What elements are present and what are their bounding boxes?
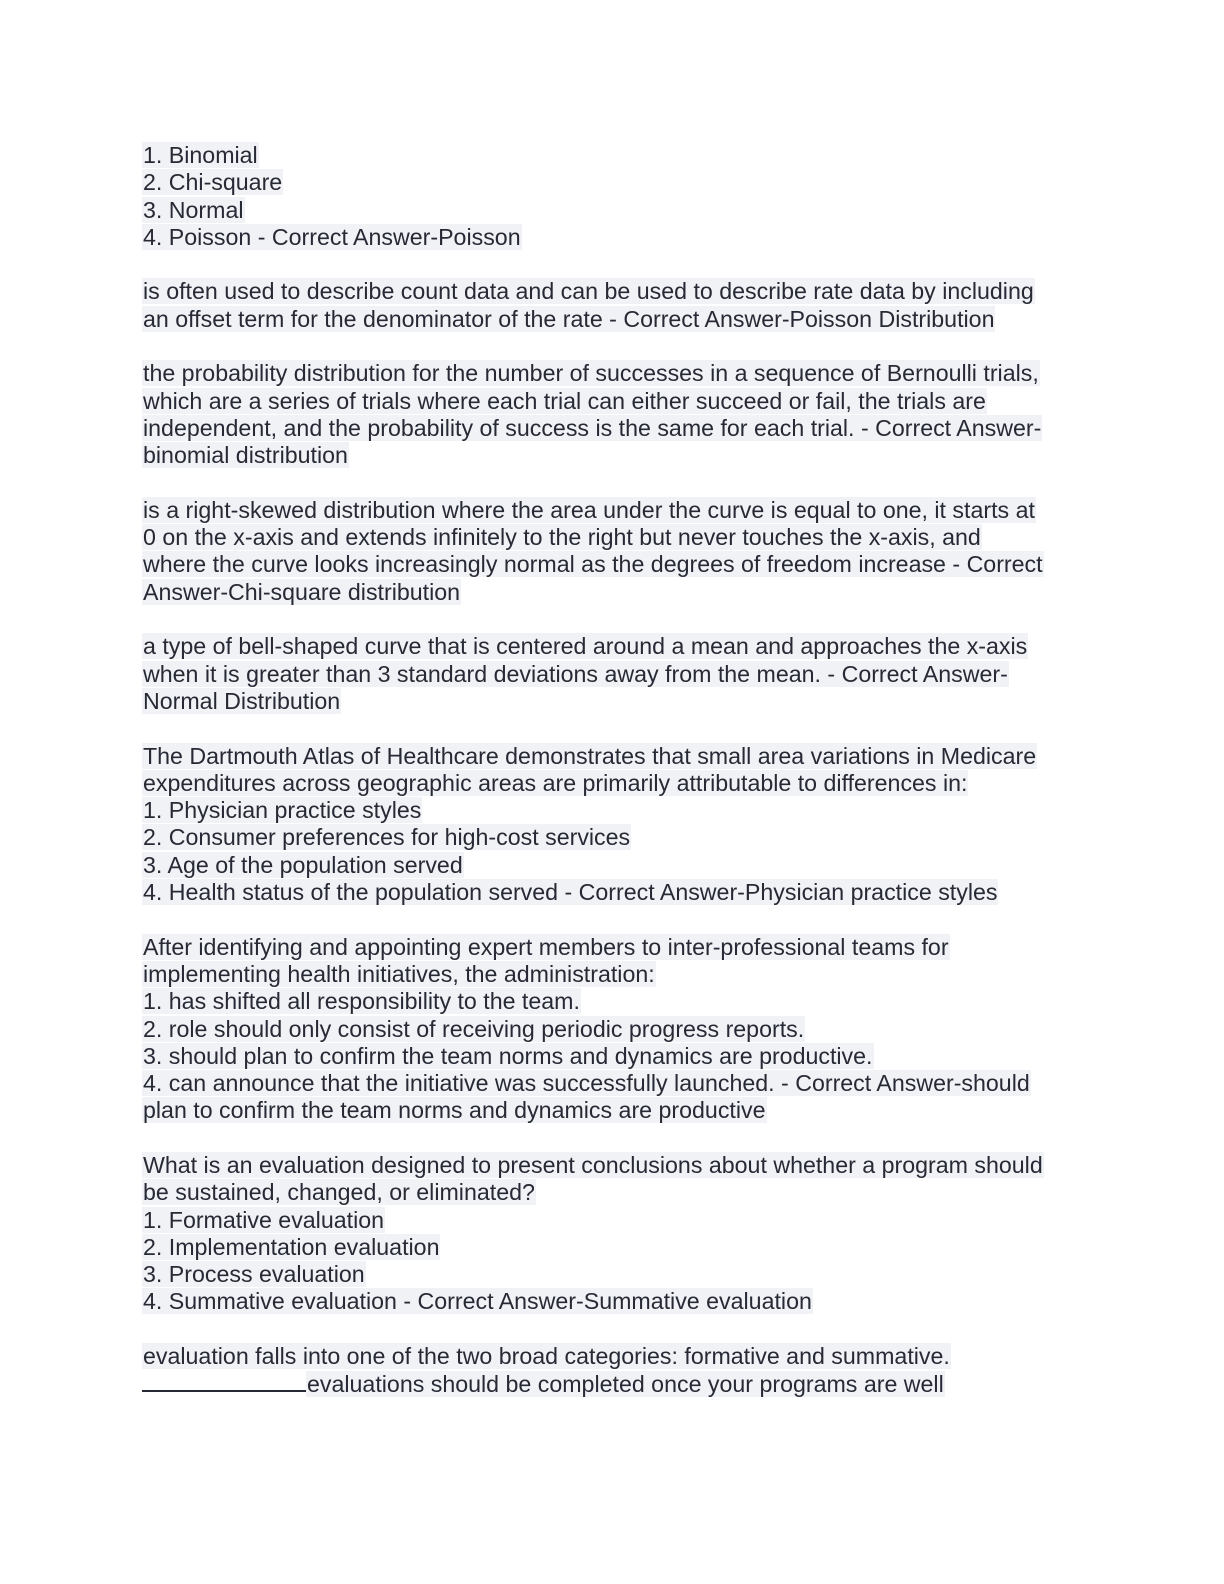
text-line: [142, 879, 1082, 906]
text-line-content: 2. role should only consist of receiving periodic progress reports.: [143, 1015, 805, 1042]
text-line: [142, 388, 1082, 415]
text-line-content: when it is greater than 3 standard deviations away from the mean. - Correct Answer-: [143, 660, 1008, 687]
text-line-content: 4. Health status of the population served - Correct Answer-Physician practice styles: [143, 879, 998, 906]
text-line: [142, 688, 1082, 715]
text-line-content: Answer-Chi-square distribution: [143, 578, 461, 605]
text-line-content: The Dartmouth Atlas of Healthcare demonstrates that small area variations in Medicare: [143, 742, 1037, 769]
text-line-content: independent, and the probability of success is the same for each trial. - Correct Answer-: [143, 414, 1042, 441]
text-line: [142, 743, 1082, 770]
text-line-content: plan to confirm the team norms and dynamics are productive: [143, 1097, 766, 1124]
text-line-content: 1. Formative evaluation: [143, 1206, 385, 1233]
text-line-content: 3. Age of the population served: [143, 851, 463, 878]
text-line: [142, 661, 1082, 688]
text-line: [142, 934, 1082, 961]
text-line-content: After identifying and appointing expert members to inter-professional teams for: [143, 933, 949, 960]
text-line: [142, 852, 1082, 879]
text-line: [142, 961, 1082, 988]
text-line-content: 2. Chi-square: [143, 169, 283, 196]
text-line: [142, 1152, 1082, 1179]
text-line: [142, 824, 1082, 851]
text-line-content: is a right-skewed distribution where the area under the curve is equal to one, it starts at: [143, 496, 1035, 523]
text-line-content: be sustained, changed, or eliminated?: [143, 1179, 535, 1206]
text-line: [142, 579, 1082, 606]
text-line: [142, 224, 1082, 251]
text-line: [142, 306, 1082, 333]
text-line: [142, 497, 1082, 524]
qa-block: [142, 142, 1082, 251]
text-line: [142, 988, 1082, 1015]
text-line-content: a type of bell-shaped curve that is centered around a mean and approaches the x-axis: [143, 633, 1028, 660]
qa-block: [142, 360, 1082, 469]
text-line-content: 3. should plan to confirm the team norms and dynamics are productive.: [143, 1042, 873, 1069]
text-line: [142, 1261, 1082, 1288]
qa-block: [142, 278, 1082, 333]
text-line: [142, 770, 1082, 797]
text-line: [142, 633, 1082, 660]
text-line: [142, 415, 1082, 442]
text-line-content: 0 on the x-axis and extends infinitely to the right but never touches the x-axis, and: [143, 524, 981, 551]
text-line-content: 4. Poisson - Correct Answer-Poisson: [143, 223, 521, 250]
qa-block-fill-in: [142, 1343, 1082, 1399]
text-line-content: is often used to describe count data and can be used to describe rate data by including: [143, 278, 1034, 305]
text-line: [142, 797, 1082, 824]
text-line-content: Normal Distribution: [143, 687, 341, 714]
text-line: [142, 360, 1082, 387]
text-line-content: 3. Normal: [143, 196, 244, 223]
text-line: [142, 442, 1082, 469]
text-line-content: evaluations should be completed once your programs are well: [307, 1371, 944, 1398]
text-line-content: 1. Physician practice styles: [143, 797, 422, 824]
text-line: [142, 278, 1082, 305]
text-line-content: 4. Summative evaluation - Correct Answer-Summative evaluation: [143, 1288, 812, 1315]
text-line: [142, 1207, 1082, 1234]
text-line: [142, 1097, 1082, 1124]
text-line-content: evaluation falls into one of the two broad categories: formative and summative.: [143, 1343, 950, 1370]
text-line: [142, 551, 1082, 578]
document-page: [142, 142, 1082, 1426]
text-line-content: the probability distribution for the number of successes in a sequence of Bernoulli trials,: [143, 360, 1039, 387]
text-line: [142, 197, 1082, 224]
text-line: [142, 1288, 1082, 1315]
text-line-content: 1. Binomial: [143, 142, 258, 168]
text-line-content: 3. Process evaluation: [143, 1261, 365, 1288]
text-line-content: 1. has shifted all responsibility to the team.: [143, 988, 580, 1015]
qa-block: [142, 497, 1082, 606]
text-line: [142, 1016, 1082, 1043]
text-line-content: which are a series of trials where each trial can either succeed or fail, the trials are: [143, 387, 986, 414]
text-line: [142, 1234, 1082, 1261]
qa-block: [142, 743, 1082, 907]
text-line: [142, 1070, 1082, 1097]
text-line-content: where the curve looks increasingly normal as the degrees of freedom increase - Correct: [143, 551, 1043, 578]
text-line: [142, 169, 1082, 196]
text-line: [142, 1179, 1082, 1206]
text-line-with-blank: [142, 1370, 1082, 1398]
text-line-content: 2. Consumer preferences for high-cost services: [143, 824, 631, 851]
text-line: [142, 142, 1082, 169]
text-line-content: expenditures across geographic areas are primarily attributable to differences in:: [143, 769, 968, 796]
fill-in-blank: [142, 1370, 306, 1392]
text-line: [142, 1043, 1082, 1070]
qa-block: [142, 934, 1082, 1125]
qa-block: [142, 1152, 1082, 1316]
text-line-content: 2. Implementation evaluation: [143, 1233, 440, 1260]
text-line-content: binomial distribution: [143, 442, 348, 469]
qa-blocks: [142, 142, 1082, 1316]
text-line-content: 4. can announce that the initiative was successfully launched. - Correct Answer-should: [143, 1070, 1030, 1097]
text-line-content: an offset term for the denominator of the rate - Correct Answer-Poisson Distribution: [143, 305, 995, 332]
text-line: [142, 524, 1082, 551]
text-line: [142, 1343, 1082, 1370]
qa-block: [142, 633, 1082, 715]
text-line-content: What is an evaluation designed to present conclusions about whether a program should: [143, 1151, 1043, 1178]
text-line-content: implementing health initiatives, the administration:: [143, 960, 655, 987]
